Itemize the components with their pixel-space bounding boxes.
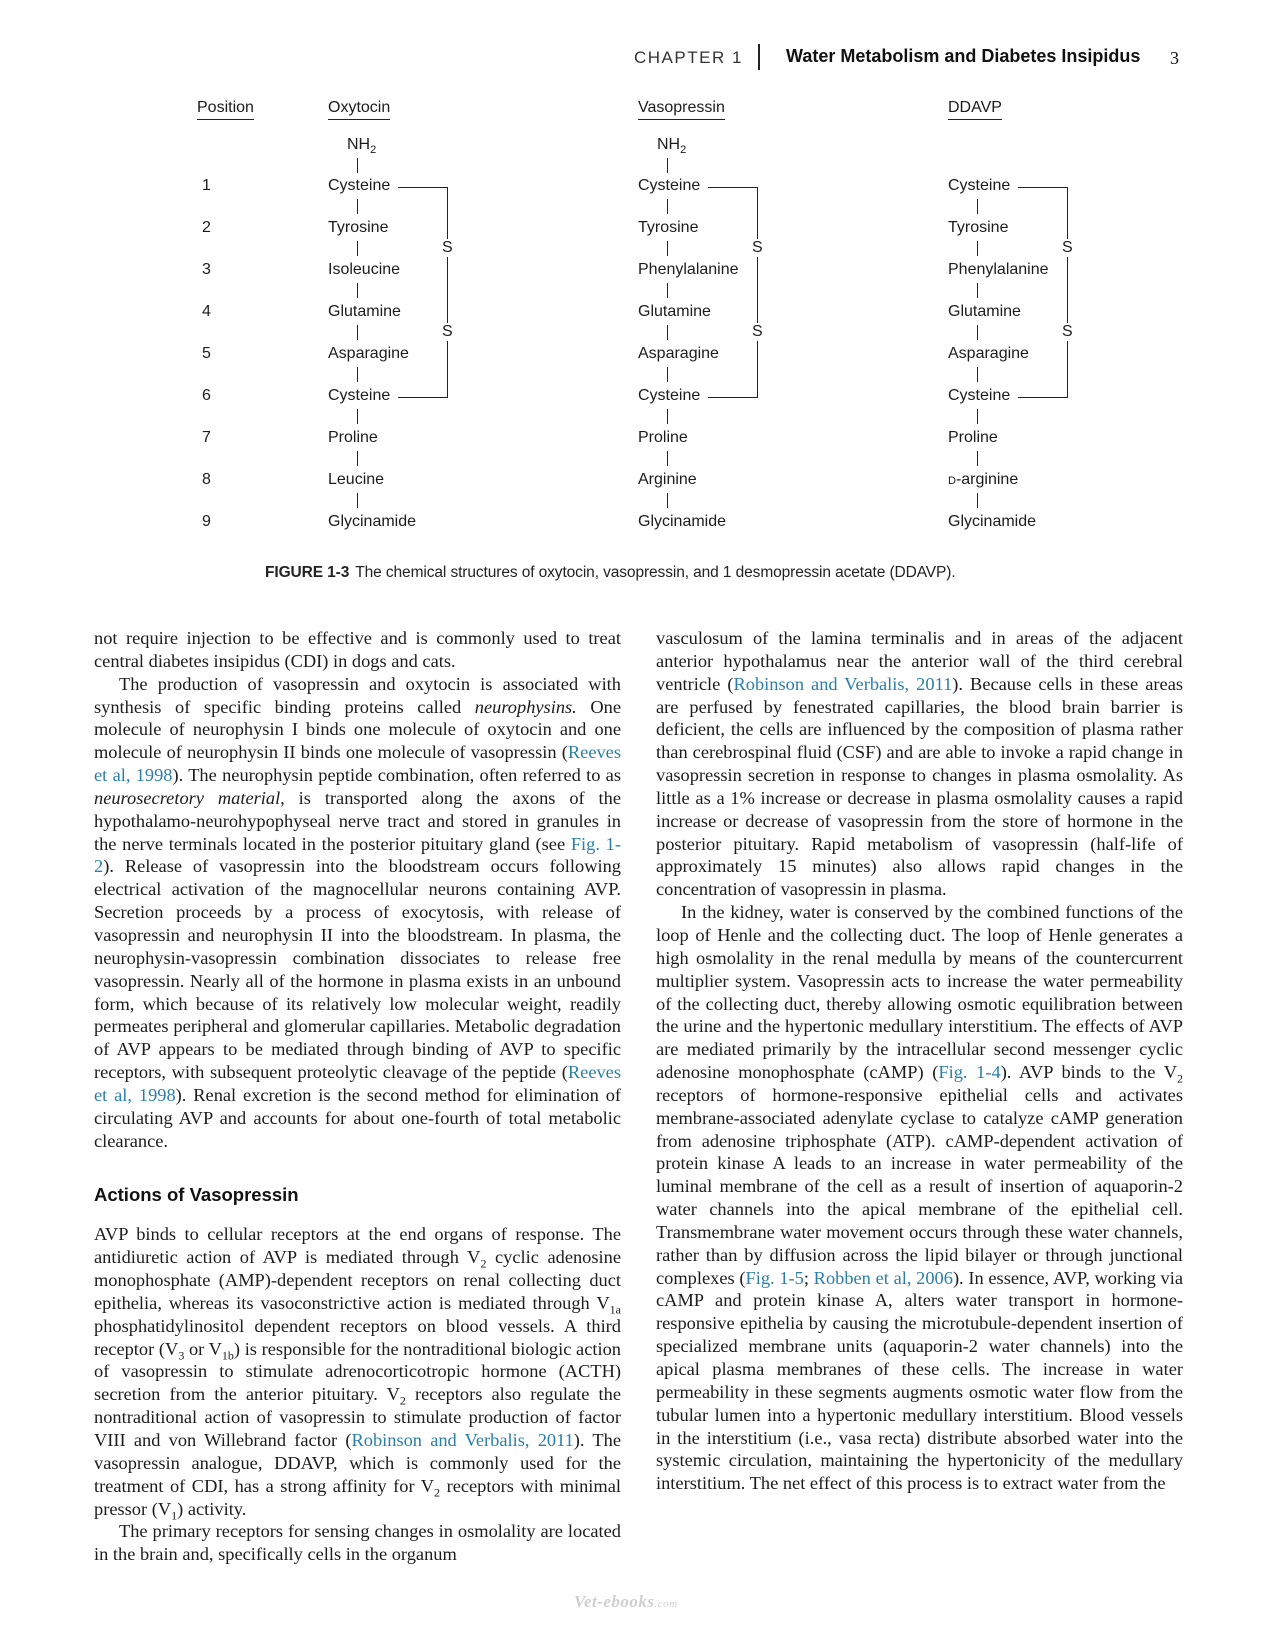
oxytocin-bond <box>357 199 358 214</box>
vasopressin-bond <box>667 241 668 256</box>
oxytocin-residue: Cysteine <box>328 387 391 404</box>
ddavp-bond <box>977 283 978 298</box>
oxytocin-bond <box>357 283 358 298</box>
nh2-subscript: 2 <box>680 144 687 156</box>
ddavp-residue: Cysteine <box>948 177 1011 194</box>
vasopressin-residue: Glutamine <box>638 303 711 320</box>
figure-link[interactable]: Fig. 1-4 <box>938 1062 1001 1083</box>
oxytocin-bond <box>357 493 358 508</box>
ddavp-residue: Proline <box>948 429 998 446</box>
vasopressin-disulfide-top <box>708 187 757 188</box>
ddavp-residue: Glutamine <box>948 303 1021 320</box>
oxytocin-residue: Tyrosine <box>328 219 389 236</box>
watermark: Vet-ebooks.com <box>574 1592 678 1611</box>
figure-link[interactable]: Fig. 1-5 <box>745 1267 804 1288</box>
figure-label: FIGURE 1-3 <box>265 564 350 581</box>
d-prefix: D <box>948 475 956 487</box>
vasopressin-residue: Cysteine <box>638 387 701 404</box>
vasopressin-bond <box>667 158 668 173</box>
oxytocin-residue: Asparagine <box>328 345 409 362</box>
position-number: 2 <box>202 219 211 236</box>
oxytocin-residue: Isoleucine <box>328 261 401 278</box>
header-position: Position <box>197 98 254 120</box>
ddavp-bond <box>977 409 978 424</box>
header-vasopressin: Vasopressin <box>638 98 725 120</box>
vasopressin-sulfur-label: S <box>752 239 763 256</box>
running-header <box>0 44 1275 74</box>
vasopressin-bond <box>667 199 668 214</box>
ddavp-residue: Phenylalanine <box>948 261 1049 278</box>
figure-link[interactable]: Fig. 1-2 <box>94 833 621 877</box>
vasopressin-bond <box>667 367 668 382</box>
nh2-subscript: 2 <box>370 144 377 156</box>
ddavp-bond <box>977 493 978 508</box>
right-column <box>656 627 1183 1495</box>
position-number: 6 <box>202 387 211 404</box>
vasopressin-bond <box>667 493 668 508</box>
oxytocin-sulfur-label: S <box>442 239 453 256</box>
citation-link[interactable]: Robinson and Verbalis, 2011 <box>351 1430 574 1450</box>
oxytocin-nh2-label: $NH_2$ <box>347 136 377 156</box>
vasopressin-residue: Phenylalanine <box>638 261 739 278</box>
vasopressin-sulfur-label: S <box>752 323 763 340</box>
section-heading: Actions of Vasopressin <box>94 1184 299 1206</box>
position-number: 9 <box>202 513 211 530</box>
vasopressin-residue: Cysteine <box>638 177 701 194</box>
oxytocin-residue: Proline <box>328 429 378 446</box>
header-divider <box>758 44 760 70</box>
oxytocin-bond <box>357 325 358 340</box>
oxytocin-bond <box>357 451 358 466</box>
vasopressin-nh2-label: $NH_2$ <box>657 136 687 156</box>
position-number: 5 <box>202 345 211 362</box>
vasopressin-bond <box>667 325 668 340</box>
vasopressin-bond <box>667 409 668 424</box>
citation-link[interactable]: Reeves et al, 1998 <box>94 1062 621 1105</box>
citation-link[interactable]: Robben et al, 2006 <box>813 1267 953 1288</box>
paragraph: not require injection to be effective and is commonly used to treat central diabetes insipidus (CDI) in dogs and cats. <box>94 628 621 671</box>
position-number: 8 <box>202 471 211 488</box>
vasopressin-residue: Tyrosine <box>638 219 699 236</box>
oxytocin-disulfide-top <box>398 187 447 188</box>
ddavp-residue: Glycinamide <box>948 513 1037 530</box>
ddavp-residue: Asparagine <box>948 345 1029 362</box>
paragraph: In the kidney, water is conserved by the combined functions of the loop of Henle and the collecting duct. The loop of Henle generates a high osmolality in the renal medulla by means of the countercurrent multiplier system. Vasopressin acts to increase the water permeability of the collecting duct, thereby allowing osmotic equilibration between the urine and the hypertonic medullary interstitium. The effects of AVP are mediated primarily by the intracellular second messenger cyclic adenosine monophosphate (cAMP) (Fig. 1-4). AVP binds to the $V_2$ receptors of hormone-responsive epithelial cells and activates membrane-associated adenylate cyclase to catalyze cAMP generation from adenosine triphosphate (ATP). cAMP-dependent activation of protein kinase A leads to an increase in water permeability of the luminal membrane of the cell as a result of insertion of aquaporin-2 water channels into the apical membrane of the epithelial cell. Transmembrane water movement occurs through these water channels, rather than by diffusion across the lipid bilayer or through junctional complexes (Fig. 1-5; Robben et al, 2006). In essence, AVP, working via cAMP and protein kinase A, alters water transport in hormone-responsive epithelia by causing the microtubule-dependent insertion of specialized membrane units (aquaporin-2 water channels) into the apical plasma membranes of these cells. The increase in water permeability in these segments augments osmotic water flow from the tubular lumen into a hypertonic medullary interstitium. Blood vessels in the interstitium (i.e., vasa recta) distribute absorbed water into the systemic circulation, maintaining the hypertonicity of the medullary interstitium. The net effect of this process is to extract water from the <box>656 902 1183 1494</box>
ddavp-sulfur-label: S <box>1062 323 1073 340</box>
vasopressin-residue: Glycinamide <box>638 513 727 530</box>
oxytocin-residue: Glycinamide <box>328 513 417 530</box>
oxytocin-sulfur-label: S <box>442 323 453 340</box>
ddavp-sulfur-label: S <box>1062 239 1073 256</box>
vasopressin-disulfide-bond <box>757 187 758 398</box>
residue-name: -arginine <box>955 471 1019 488</box>
oxytocin-residue: Glutamine <box>328 303 401 320</box>
ddavp-disulfide-bond <box>1067 187 1068 398</box>
figure-caption-text: The chemical structures of oxytocin, vasopressin, and 1 desmopressin acetate (DDAVP). <box>355 564 956 581</box>
position-number: 7 <box>202 429 211 446</box>
vasopressin-residue: Asparagine <box>638 345 719 362</box>
oxytocin-bond <box>357 409 358 424</box>
oxytocin-residue: Leucine <box>328 471 385 488</box>
ddavp-residue <box>948 470 1018 491</box>
oxytocin-disulfide-bond <box>447 187 448 398</box>
vasopressin-bond <box>667 283 668 298</box>
paragraph: The primary receptors for sensing changes in osmolality are located in the brain and, specifically cells in the organum <box>94 1521 621 1565</box>
ddavp-residue: Tyrosine <box>948 219 1009 236</box>
vasopressin-disulfide-bottom <box>708 397 757 398</box>
oxytocin-disulfide-bottom <box>398 397 447 398</box>
ddavp-disulfide-top <box>1018 187 1067 188</box>
header-oxytocin: Oxytocin <box>328 98 390 120</box>
citation-link[interactable]: Robinson and Verbalis, 2011 <box>733 673 953 694</box>
citation-link[interactable]: Reeves et al, 1998 <box>94 742 621 786</box>
header-ddavp: DDAVP <box>948 98 1002 120</box>
vasopressin-residue: Proline <box>638 429 688 446</box>
oxytocin-bond <box>357 241 358 256</box>
ddavp-disulfide-bottom <box>1018 397 1067 398</box>
position-number: 1 <box>202 177 211 194</box>
figure-1-3 <box>0 90 1275 590</box>
paragraph: The production of vasopressin and oxytocin is associated with synthesis of specific binding proteins called neurophysins. One molecule of neurophysin I binds one molecule of oxytocin and one molecule of neurophysin II binds one molecule of vasopressin (Reeves et al, 1998). The neurophysin peptide combination, often referred to as neurosecretory material, is transported along the axons of the hypothalamo-neurohypophyseal nerve tract and stored in granules in the nerve terminals located in the posterior pituitary gland (see Fig. 1-2). Release of vasopressin into the bloodstream occurs following electrical activation of the magnocellular neurons containing AVP. Secretion proceeds by a process of exocytosis, with release of vasopressin and neurophysin II into the bloodstream. In plasma, the neurophysin-vasopressin combination dissociates to release free vasopressin. Nearly all of the hormone in plasma exists in an unbound form, which because of its relatively low molecular weight, readily permeates peripheral and glomerular capillaries. Metabolic degradation of AVP appears to be mediated through binding of AVP to specific receptors, with subsequent proteolytic cleavage of the peptide (Reeves et al, 1998). Renal excretion is the second method for elimination of circulating AVP and accounts for about one-fourth of total metabolic clearance. <box>94 673 622 1151</box>
oxytocin-residue: Cysteine <box>328 177 391 194</box>
ddavp-residue: Cysteine <box>948 387 1011 404</box>
ddavp-bond <box>977 199 978 214</box>
position-number: 4 <box>202 303 211 320</box>
paragraph: vasculosum of the lamina terminalis and in areas of the adjacent anterior hypothalamus near the anterior wall of the third cerebral ventricle (Robinson and Verbalis, 2011). Because cells in these areas are perfused by fenestrated capillaries, the blood brain barrier is deficient, the cells are influenced by the composition of plasma rather than cerebrospinal fluid (CSF) and are able to invoke a rapid change in vasopressin secretion in response to changes in plasma osmolality. As little as a 1% increase or decrease in plasma osmolality causes a rapid increase or decrease of vasopressin from the store of hormone in the posterior pituitary. Rapid metabolism of vasopressin (half-life of approximately 15 minutes) also allows rapid changes in the concentration of vasopressin in plasma. <box>656 628 1184 900</box>
vasopressin-residue: Arginine <box>638 471 697 488</box>
oxytocin-bond <box>357 367 358 382</box>
oxytocin-bond <box>357 158 358 173</box>
paragraph: AVP binds to cellular receptors at the end organs of response. The antidiuretic action of AVP is mediated through $V_2$ cyclic adenosine monophosphate (AMP)-dependent receptors on renal collecting duct epithelia, whereas its vasoconstrictive action is mediated through $V_{1a}$ phosphatidylinositol dependent receptors on blood vessels. A third receptor ($V_3$ or $V_{1b}$) is responsible for the nontraditional biologic action of vasopressin to stimulate adrenocorticotropic hormone (ACTH) secretion from the anterior pituitary. $V_2$ receptors also regulate the nontraditional action of vasopressin to stimulate production of factor VIII and von Willebrand factor (Robinson and Verbalis, 2011). The vasopressin analogue, DDAVP, which is commonly used for the treatment of CDI, has a strong affinity for $V_2$ receptors with minimal pressor $(V_1)$ activity. <box>94 1224 622 1523</box>
ddavp-bond <box>977 451 978 466</box>
ddavp-bond <box>977 367 978 382</box>
ddavp-bond <box>977 325 978 340</box>
figure-caption <box>265 564 956 582</box>
page-number: 3 <box>1170 48 1179 68</box>
position-number: 3 <box>202 261 211 278</box>
left-column <box>94 627 621 1566</box>
chapter-title: Water Metabolism and Diabetes Insipidus <box>786 46 1141 66</box>
vasopressin-bond <box>667 451 668 466</box>
ddavp-bond <box>977 241 978 256</box>
chapter-label: CHAPTER 1 <box>634 48 743 67</box>
